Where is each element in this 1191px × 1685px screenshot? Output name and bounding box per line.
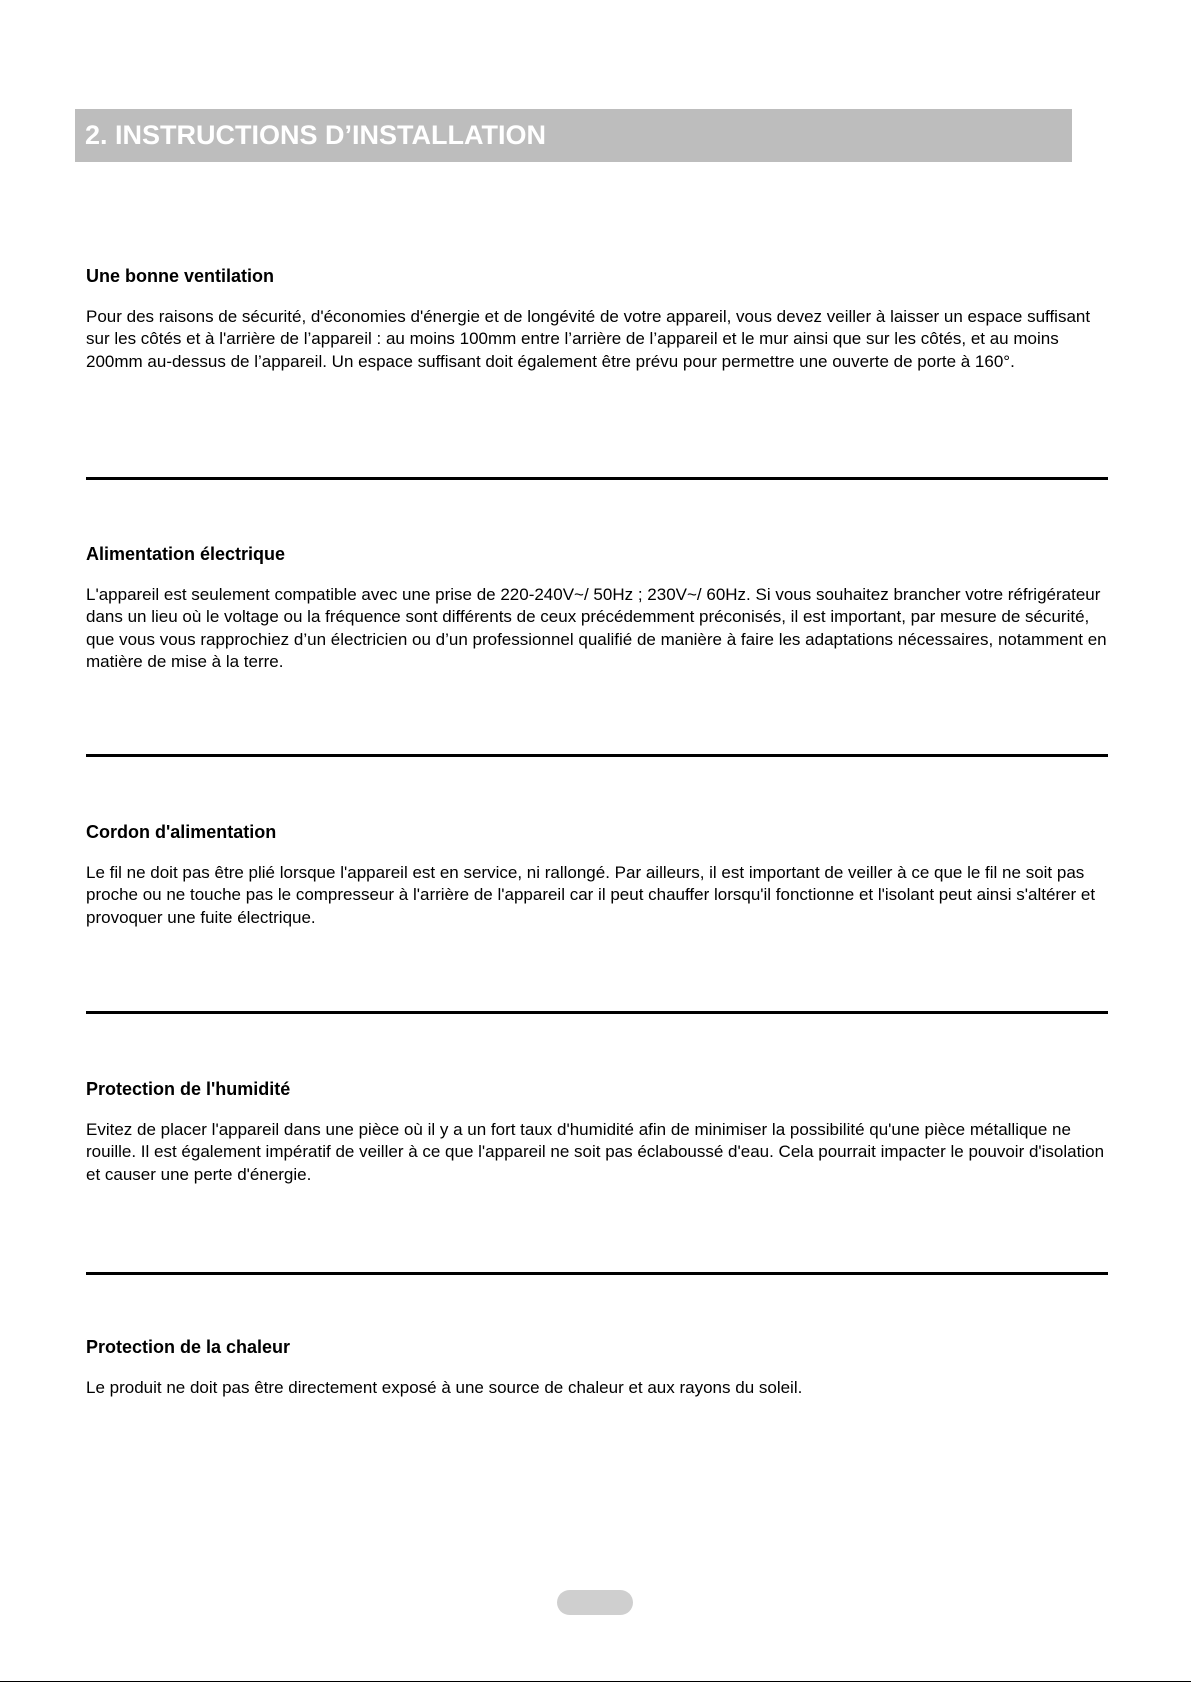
section-ventilation [86, 265, 1116, 373]
section-divider [86, 1011, 1108, 1014]
section-electric-supply [86, 543, 1116, 673]
page-title: 2. INSTRUCTIONS D’INSTALLATION [85, 120, 546, 150]
section-divider [86, 1272, 1108, 1275]
section-body: L'appareil est seulement compatible avec une prise de 220-240V~/ 50Hz ; 230V~/ 60Hz. Si vous souhaitez brancher votre réfrigérateur dans un lieu où le voltage ou la fréquence sont différents de ceux précédemment préconisés, il est important, par mesure de sécurité, que vous vous rapprochiez d’un électricien ou d’un professionnel qualifié de manière à faire les adaptations nécessaires, notamment en matière de mise à la terre. [86, 585, 1107, 671]
section-divider [86, 477, 1108, 480]
section-body: Le produit ne doit pas être directement exposé à une source de chaleur et aux rayons du soleil. [86, 1378, 803, 1397]
section-heat-protection [86, 1336, 1116, 1399]
section-body: Le fil ne doit pas être plié lorsque l'appareil est en service, ni rallongé. Par ailleurs, il est important de veiller à ce que le fil ne soit pas proche ou ne touche pas le compresseur à l'arrière de l'appareil car il peut chauffer lorsqu'il fonctionne et l'isolant peut ainsi s'altérer et provoquer une fuite électrique. [86, 863, 1096, 927]
section-divider [86, 754, 1108, 757]
page-number-pill [557, 1590, 633, 1615]
section-body: Pour des raisons de sécurité, d'économies d'énergie et de longévité de votre appareil, vous devez veiller à laisser un espace suffisant sur les côtés et à l'arrière de l’appareil : au moins 100mm entre l’arrière de l’appareil et le mur ainsi que sur les côtés, et au moins 200mm au-dessus de l’appareil. Un espace suffisant doit également être prévu pour permettre une ouverte de porte à 160°. [86, 307, 1091, 371]
section-heading: Alimentation électrique [86, 544, 286, 564]
page-bottom-rule [0, 1681, 1191, 1682]
section-heading: Une bonne ventilation [86, 266, 275, 286]
section-body: Evitez de placer l'appareil dans une pièce où il y a un fort taux d'humidité afin de minimiser la possibilité qu'une pièce métallique ne rouille. Il est également impératif de veiller à ce que l'appareil ne soit pas éclaboussé d'eau. Cela pourrait impacter le pouvoir d'isolation et causer une perte d'énergie. [86, 1120, 1105, 1184]
section-heading: Cordon d'alimentation [86, 822, 277, 842]
section-header-bar [75, 109, 1072, 162]
section-power-cord [86, 821, 1116, 929]
section-humidity-protection [86, 1078, 1116, 1186]
section-heading: Protection de la chaleur [86, 1337, 291, 1357]
section-heading: Protection de l'humidité [86, 1079, 291, 1099]
